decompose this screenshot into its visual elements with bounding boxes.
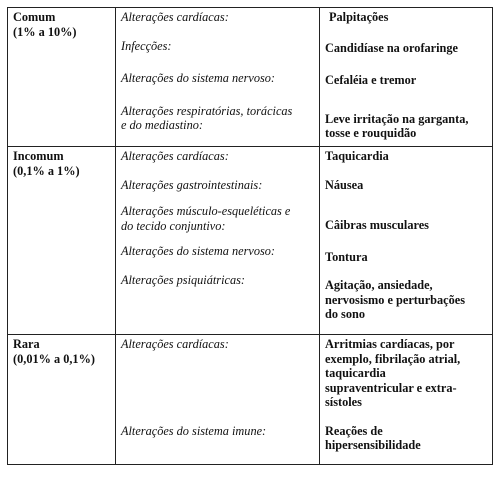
- category-text: do tecido conjuntivo:: [121, 218, 226, 233]
- effect-text: do sono: [325, 307, 365, 321]
- frequency-range: (0,1% a 1%): [13, 163, 80, 178]
- effect-cell: [320, 335, 493, 465]
- category-text: Alterações respiratórias, torácicas: [121, 103, 293, 118]
- effect-text: Candidíase na orofaringe: [325, 40, 459, 55]
- effect-text: Cefaléia e tremor: [325, 73, 417, 87]
- table-row-rara: [8, 335, 493, 465]
- adverse-reactions-table: [7, 7, 493, 465]
- effect-text: supraventricular e extra-: [325, 380, 457, 395]
- table-row-incomum: [8, 147, 493, 335]
- effect-text: Taquicardia: [325, 149, 389, 163]
- category-text: Alterações cardíacas:: [121, 149, 229, 163]
- effect-cell: [320, 147, 493, 335]
- category-cell: [116, 8, 320, 147]
- effect-text: Palpitações: [329, 10, 389, 24]
- effect-cell: [320, 8, 493, 147]
- effect-text: Agitação, ansiedade,: [325, 278, 433, 292]
- effect-text: tosse e rouquidão: [325, 126, 417, 140]
- effect-text: hipersensibilidade: [325, 438, 421, 452]
- effect-text: Reações de: [325, 423, 383, 438]
- category-text: Alterações músculo-esqueléticas e: [121, 204, 291, 218]
- frequency-label: Incomum: [13, 149, 64, 163]
- frequency-cell: [8, 335, 116, 465]
- effect-text: Náusea: [325, 177, 364, 192]
- category-text: Alterações do sistema imune:: [121, 423, 267, 438]
- effect-text: Tontura: [325, 249, 368, 264]
- category-text: Alterações do sistema nervoso:: [121, 244, 276, 258]
- category-cell: [116, 335, 320, 465]
- category-text: Infecções:: [121, 38, 172, 53]
- frequency-cell: [8, 8, 116, 147]
- effect-text: Arritmias cardíacas, por: [325, 337, 455, 351]
- category-text: Alterações psiquiátricas:: [121, 272, 245, 287]
- frequency-cell: [8, 147, 116, 335]
- effect-text: taquicardia: [325, 366, 386, 380]
- frequency-label: Rara: [13, 337, 40, 351]
- category-text: Alterações cardíacas:: [121, 10, 229, 24]
- category-text: Alterações cardíacas:: [121, 337, 229, 351]
- frequency-range: (0,01% a 0,1%): [13, 351, 95, 366]
- effect-text: exemplo, fibrilação atrial,: [325, 351, 461, 366]
- effect-text: nervosismo e perturbações: [325, 292, 466, 307]
- category-cell: [116, 147, 320, 335]
- category-text: Alterações do sistema nervoso:: [121, 71, 276, 85]
- frequency-label: Comum: [13, 10, 56, 24]
- category-text: Alterações gastrointestinais:: [121, 177, 263, 192]
- table-row-comum: [8, 8, 493, 147]
- effect-text: Leve irritação na garganta,: [325, 111, 469, 126]
- effect-text: sístoles: [325, 395, 362, 409]
- effect-text: Câibras musculares: [325, 218, 429, 232]
- frequency-range: (1% a 10%): [13, 24, 77, 39]
- category-text: e do mediastino:: [121, 118, 203, 132]
